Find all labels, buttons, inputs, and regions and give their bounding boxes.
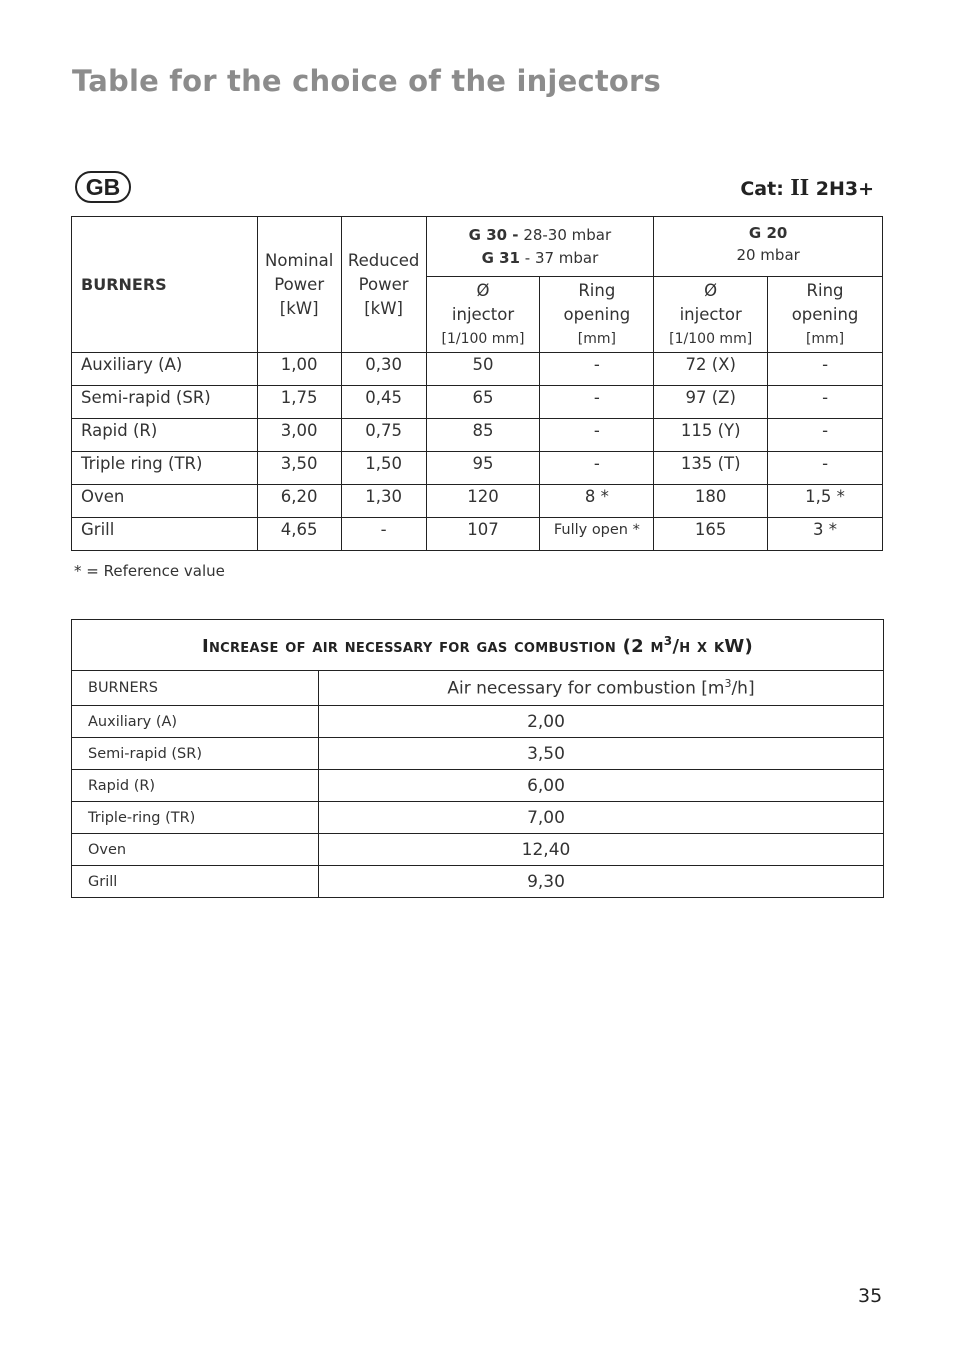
ring-word: Ring: [578, 280, 616, 300]
category-label: [740, 175, 874, 202]
reduced-power-value: 1,30: [341, 485, 426, 518]
air-header-air: [319, 671, 884, 706]
g20-injector-value: 135 (T): [654, 452, 768, 485]
ring-unit: [mm]: [577, 330, 616, 347]
air-combustion-table: [71, 619, 884, 898]
g30-injector-value: 95: [426, 452, 540, 485]
nominal-power-value: 3,00: [257, 419, 341, 452]
nominal-power-value: 1,00: [257, 353, 341, 386]
footnote: * = Reference value: [74, 562, 225, 580]
burner-name: Grill: [72, 518, 258, 551]
opening-word: opening: [791, 304, 859, 324]
header-reduced-line1: Reduced: [347, 250, 420, 270]
header-g20: [654, 217, 883, 277]
header-burners: BURNERS: [72, 217, 258, 353]
ring-unit: [mm]: [805, 330, 845, 347]
g20-ring-value: -: [768, 452, 883, 485]
table-row: [72, 386, 883, 419]
opening-word: opening: [563, 304, 631, 324]
g30-ring-value: 8 *: [540, 485, 654, 518]
g20-injector-value: 165: [654, 518, 768, 551]
air-header-unit: /h]: [731, 678, 755, 699]
air-burner-name: Auxiliary (A): [72, 706, 319, 738]
g31-label: G 31: [481, 248, 520, 267]
header-nominal-line2: Power: [274, 274, 325, 294]
air-value: 3,50: [319, 738, 884, 770]
header-reduced-line3: [kW]: [364, 298, 403, 318]
category-suffix: 2H3+: [815, 178, 874, 200]
g30-injector-value: 65: [426, 386, 540, 419]
g30-ring-value: -: [540, 452, 654, 485]
g30-injector-value: 85: [426, 419, 540, 452]
reduced-power-value: 0,45: [341, 386, 426, 419]
g31-pressure: - 37 mbar: [524, 248, 599, 267]
table-row: [72, 738, 884, 770]
header-nominal-line3: [kW]: [279, 298, 319, 318]
header-g30-ring-opening: [540, 277, 654, 353]
table-row: [72, 353, 883, 386]
air-value: 7,00: [319, 802, 884, 834]
category-roman: II: [790, 175, 810, 201]
reduced-power-value: 0,30: [341, 353, 426, 386]
nominal-power-value: 4,65: [257, 518, 341, 551]
g30-injector-value: 107: [426, 518, 540, 551]
air-burner-name: Triple-ring (TR): [72, 802, 319, 834]
g30-ring-value: Fully open *: [540, 518, 654, 551]
header-g20-injector: [654, 277, 768, 353]
category-prefix: Cat:: [740, 178, 784, 200]
air-burner-name: Grill: [72, 866, 319, 898]
nominal-power-value: 6,20: [257, 485, 341, 518]
table-row: [72, 866, 884, 898]
burner-name: Oven: [72, 485, 258, 518]
injector-unit: [1/100 mm]: [441, 330, 525, 347]
air-burner-name: Rapid (R): [72, 770, 319, 802]
g20-ring-value: -: [768, 386, 883, 419]
air-burner-name: Semi-rapid (SR): [72, 738, 319, 770]
g20-ring-value: -: [768, 419, 883, 452]
air-header-text: Air necessary for combustion [m: [447, 678, 725, 699]
air-value: 2,00: [319, 706, 884, 738]
table-row: [72, 518, 883, 551]
table-row: [72, 419, 883, 452]
g20-injector-value: 72 (X): [654, 353, 768, 386]
header-reduced-line2: Power: [358, 274, 409, 294]
g30-ring-value: -: [540, 419, 654, 452]
reduced-power-value: 1,50: [341, 452, 426, 485]
page-title: Table for the choice of the injectors: [72, 64, 661, 98]
air-table-caption: [72, 620, 884, 671]
header-nominal-line1: Nominal: [265, 250, 334, 270]
reduced-power-value: 0,75: [341, 419, 426, 452]
caption-unit: /h x kW): [672, 635, 754, 657]
table-row: [72, 706, 884, 738]
g30-injector-value: 120: [426, 485, 540, 518]
caption-text: Increase of air necessary for gas combustion (2 m: [201, 635, 664, 657]
burner-name: Semi-rapid (SR): [72, 386, 258, 419]
g30-injector-value: 50: [426, 353, 540, 386]
diameter-symbol: Ø: [704, 280, 718, 300]
g20-ring-value: 3 *: [768, 518, 883, 551]
country-badge-gb: GB: [75, 171, 131, 203]
g20-injector-value: 97 (Z): [654, 386, 768, 419]
air-header-burners: BURNERS: [72, 671, 319, 706]
page-number: 35: [858, 1285, 883, 1307]
g20-injector-value: 115 (Y): [654, 419, 768, 452]
g30-ring-value: -: [540, 386, 654, 419]
g30-ring-value: -: [540, 353, 654, 386]
table-row: [72, 770, 884, 802]
header-g30-injector: [426, 277, 540, 353]
air-value: 12,40: [319, 834, 884, 866]
burner-name: Triple ring (TR): [72, 452, 258, 485]
table-row: [72, 485, 883, 518]
air-value: 9,30: [319, 866, 884, 898]
header-g30-g31: [426, 217, 654, 277]
air-burner-name: Oven: [72, 834, 319, 866]
reduced-power-value: -: [341, 518, 426, 551]
table-row: [72, 834, 884, 866]
header-nominal-power: [257, 217, 341, 353]
table-row: [72, 452, 883, 485]
ring-word: Ring: [806, 280, 844, 300]
g20-pressure: 20 mbar: [736, 246, 800, 264]
g20-label: G 20: [748, 224, 788, 242]
air-header-superscript: 3: [724, 677, 732, 691]
injector-word: injector: [451, 304, 515, 324]
g20-ring-value: -: [768, 353, 883, 386]
nominal-power-value: 1,75: [257, 386, 341, 419]
diameter-symbol: Ø: [476, 280, 490, 300]
g30-label: G 30 -: [468, 225, 519, 244]
table-row: [72, 802, 884, 834]
injectors-table: [71, 216, 883, 551]
header-reduced-power: [341, 217, 426, 353]
injector-word: injector: [679, 304, 742, 324]
g20-injector-value: 180: [654, 485, 768, 518]
caption-superscript: 3: [663, 633, 673, 648]
header-g20-ring-opening: [768, 277, 883, 353]
nominal-power-value: 3,50: [257, 452, 341, 485]
g20-ring-value: 1,5 *: [768, 485, 883, 518]
burner-name: Auxiliary (A): [72, 353, 258, 386]
air-value: 6,00: [319, 770, 884, 802]
g30-pressure: 28-30 mbar: [523, 225, 612, 244]
injector-unit: [1/100 mm]: [669, 330, 753, 347]
burner-name: Rapid (R): [72, 419, 258, 452]
